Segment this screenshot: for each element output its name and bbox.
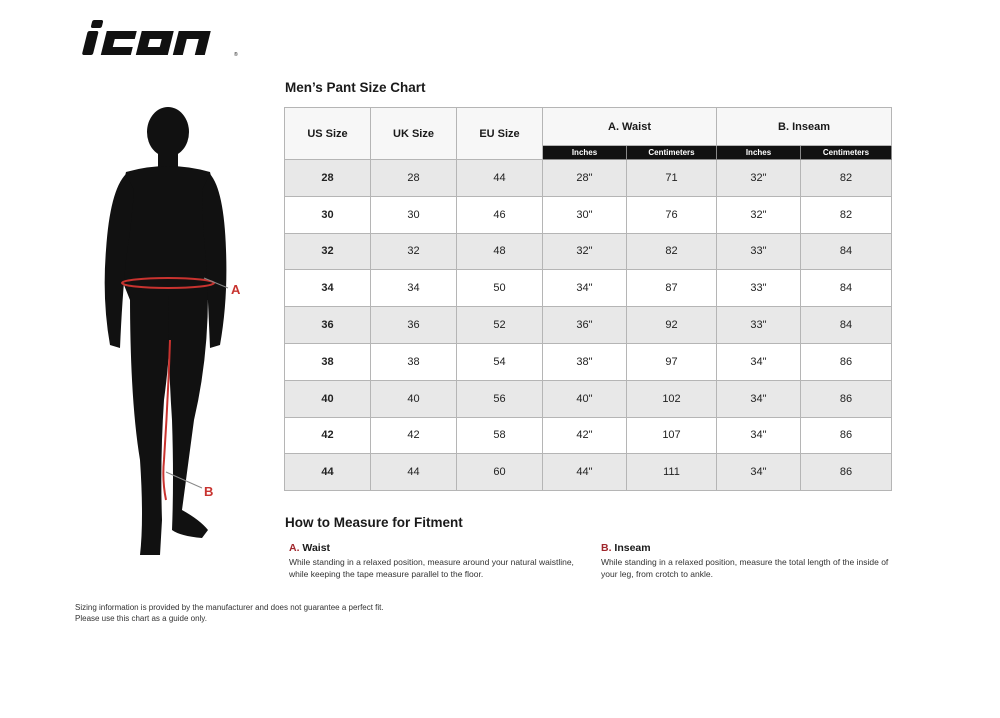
cell-inseam-cm: 84 — [801, 307, 892, 344]
cell-us: 34 — [285, 270, 371, 307]
inseam-label: Inseam — [614, 542, 651, 554]
cell-waist-in: 40" — [543, 380, 627, 417]
cell-waist-cm: 97 — [627, 343, 717, 380]
inseam-text: While standing in a relaxed position, measure the total length of the inside of your leg, from crotch to ankle. — [601, 557, 889, 579]
cell-us: 36 — [285, 307, 371, 344]
table-row — [285, 417, 892, 454]
cell-waist-cm: 71 — [627, 160, 717, 197]
inseam-heading — [601, 542, 891, 554]
cell-inseam-in: 34" — [717, 454, 801, 491]
cell-uk: 44 — [371, 454, 457, 491]
table-row — [285, 233, 892, 270]
waist-letter: A. — [289, 542, 300, 554]
cell-waist-cm: 107 — [627, 417, 717, 454]
cell-eu: 52 — [457, 307, 543, 344]
table-row — [285, 270, 892, 307]
cell-us: 30 — [285, 196, 371, 233]
cell-eu: 58 — [457, 417, 543, 454]
cell-eu: 54 — [457, 343, 543, 380]
cell-uk: 30 — [371, 196, 457, 233]
cell-us: 28 — [285, 160, 371, 197]
cell-inseam-in: 34" — [717, 417, 801, 454]
table-row — [285, 196, 892, 233]
cell-waist-in: 42" — [543, 417, 627, 454]
header-us-size: US Size — [285, 108, 371, 160]
cell-waist-cm: 82 — [627, 233, 717, 270]
cell-waist-in: 36" — [543, 307, 627, 344]
header-uk-size: UK Size — [371, 108, 457, 160]
subheader-waist-cm: Centimeters — [627, 146, 717, 160]
cell-eu: 60 — [457, 454, 543, 491]
cell-waist-cm: 102 — [627, 380, 717, 417]
cell-uk: 28 — [371, 160, 457, 197]
table-row — [285, 454, 892, 491]
cell-waist-cm: 76 — [627, 196, 717, 233]
cell-waist-cm: 92 — [627, 307, 717, 344]
cell-inseam-cm: 86 — [801, 343, 892, 380]
icon-logo-icon — [74, 14, 244, 60]
cell-eu: 44 — [457, 160, 543, 197]
cell-us: 42 — [285, 417, 371, 454]
subheader-inseam-inches: Inches — [717, 146, 801, 160]
cell-us: 40 — [285, 380, 371, 417]
cell-inseam-in: 34" — [717, 380, 801, 417]
waist-label: Waist — [302, 542, 331, 554]
label-b: B — [204, 484, 214, 499]
header-inseam: B. Inseam — [717, 108, 892, 146]
cell-inseam-cm: 84 — [801, 233, 892, 270]
cell-uk: 38 — [371, 343, 457, 380]
cell-waist-in: 38" — [543, 343, 627, 380]
body-silhouette-figure — [90, 100, 260, 570]
waist-heading — [289, 542, 579, 554]
cell-inseam-cm: 82 — [801, 196, 892, 233]
cell-inseam-in: 33" — [717, 233, 801, 270]
table-row — [285, 343, 892, 380]
cell-uk: 32 — [371, 233, 457, 270]
size-table — [284, 107, 892, 491]
cell-uk: 42 — [371, 417, 457, 454]
header-eu-size: EU Size — [457, 108, 543, 160]
cell-us: 38 — [285, 343, 371, 380]
cell-uk: 40 — [371, 380, 457, 417]
cell-waist-in: 30" — [543, 196, 627, 233]
disclaimer-line-1: Sizing information is provided by the manufacturer and does not guarantee a perfect fit. — [75, 603, 384, 612]
waist-text: While standing in a relaxed position, measure around your natural waistline, while keeping the tape measure parallel to the floor. — [289, 557, 574, 579]
cell-uk: 34 — [371, 270, 457, 307]
inseam-letter: B. — [601, 542, 612, 554]
cell-inseam-cm: 86 — [801, 454, 892, 491]
disclaimer-line-2: Please use this chart as a guide only. — [75, 614, 207, 623]
cell-waist-cm: 111 — [627, 454, 717, 491]
cell-inseam-cm: 86 — [801, 380, 892, 417]
table-row — [285, 307, 892, 344]
cell-us: 44 — [285, 454, 371, 491]
measure-title: How to Measure for Fitment — [285, 515, 463, 530]
cell-inseam-in: 33" — [717, 307, 801, 344]
inseam-instructions — [601, 542, 891, 580]
cell-waist-in: 32" — [543, 233, 627, 270]
brand-logo — [74, 14, 244, 60]
cell-us: 32 — [285, 233, 371, 270]
cell-inseam-in: 34" — [717, 343, 801, 380]
subheader-inseam-cm: Centimeters — [801, 146, 892, 160]
cell-inseam-cm: 86 — [801, 417, 892, 454]
table-row — [285, 160, 892, 197]
subheader-waist-inches: Inches — [543, 146, 627, 160]
cell-inseam-in: 32" — [717, 196, 801, 233]
header-waist: A. Waist — [543, 108, 717, 146]
cell-inseam-in: 33" — [717, 270, 801, 307]
waist-instructions — [289, 542, 579, 580]
cell-inseam-cm: 84 — [801, 270, 892, 307]
cell-waist-cm: 87 — [627, 270, 717, 307]
cell-inseam-cm: 82 — [801, 160, 892, 197]
cell-eu: 50 — [457, 270, 543, 307]
chart-title: Men’s Pant Size Chart — [285, 80, 426, 95]
cell-uk: 36 — [371, 307, 457, 344]
cell-waist-in: 28" — [543, 160, 627, 197]
cell-eu: 48 — [457, 233, 543, 270]
svg-text:®: ® — [234, 52, 238, 58]
cell-inseam-in: 32" — [717, 160, 801, 197]
cell-waist-in: 34" — [543, 270, 627, 307]
cell-eu: 56 — [457, 380, 543, 417]
disclaimer — [75, 602, 384, 624]
table-row — [285, 380, 892, 417]
cell-eu: 46 — [457, 196, 543, 233]
label-a: A — [231, 282, 241, 297]
cell-waist-in: 44" — [543, 454, 627, 491]
